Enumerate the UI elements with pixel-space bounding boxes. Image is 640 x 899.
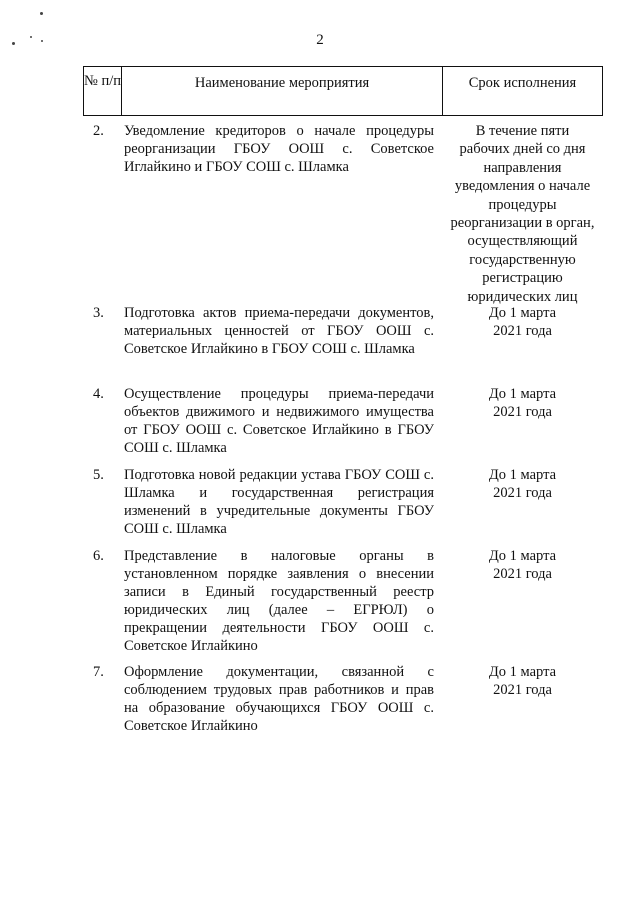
table-row (83, 547, 603, 663)
row-activity: Подготовка актов приема-передачи документов, материальных ценностей от ГБОУ ООШ с. Советское Иглайкино в ГБОУ СОШ с. Шламка (124, 305, 434, 357)
row-activity: Осуществление процедуры приема-передачи объектов движимого и недвижимого имущества от ГБОУ ООШ с. Советское Иглайкино в ГБОУ СОШ с. Шламка (124, 386, 434, 456)
header-activity-name: Наименование мероприятия (122, 67, 443, 115)
row-activity: Подготовка новой редакции устава ГБОУ СОШ с. Шламка и государственная регистрация изменений в учредительные документы ГБОУ СОШ с. Шламка (124, 467, 434, 537)
header-deadline: Срок исполнения (468, 75, 577, 91)
table-row (83, 466, 603, 547)
row-activity: Представление в налоговые органы в установленном порядке заявления о внесении записи в Единый государственный реестр юридических лиц (далее – ЕГРЮЛ) о прекращении деятельности ГБОУ ООШ с. Советское Иглайкино (124, 548, 434, 654)
row-number: 5. (93, 467, 104, 483)
page-number: 2 (316, 32, 324, 48)
row-number: 7. (93, 664, 104, 680)
row-deadline: До 1 марта 2021 года (488, 386, 557, 421)
row-number: 3. (93, 305, 104, 321)
row-number: 6. (93, 548, 104, 564)
row-deadline: До 1 марта 2021 года (488, 548, 557, 583)
table-header (83, 66, 603, 116)
row-activity: Уведомление кредиторов о начале процедуры реорганизации ГБОУ ООШ с. Советское Иглайкино и ГБОУ СОШ с. Шламка (124, 123, 434, 175)
row-number: 4. (93, 386, 104, 402)
table-row (83, 385, 603, 466)
row-deadline: До 1 марта 2021 года (488, 467, 557, 502)
row-activity: Оформление документации, связанной с соблюдением трудовых прав работников и прав на образование обучающихся ГБОУ ООШ с. Советское Иглайкино (124, 664, 434, 734)
table-row (83, 304, 603, 385)
row-deadline: До 1 марта 2021 года (488, 305, 557, 340)
row-deadline: В течение пяти рабочих дней со дня направления уведомления о начале процедуры реорганизации в орган, осуществляющий государственную регистрацию юридических лиц (450, 123, 595, 305)
table-row (83, 663, 603, 743)
table-row (83, 122, 603, 304)
header-number: № п/п (84, 67, 122, 115)
row-deadline: До 1 марта 2021 года (488, 664, 557, 699)
scan-speck (40, 12, 43, 15)
row-number: 2. (93, 123, 104, 139)
table-body (83, 122, 603, 743)
